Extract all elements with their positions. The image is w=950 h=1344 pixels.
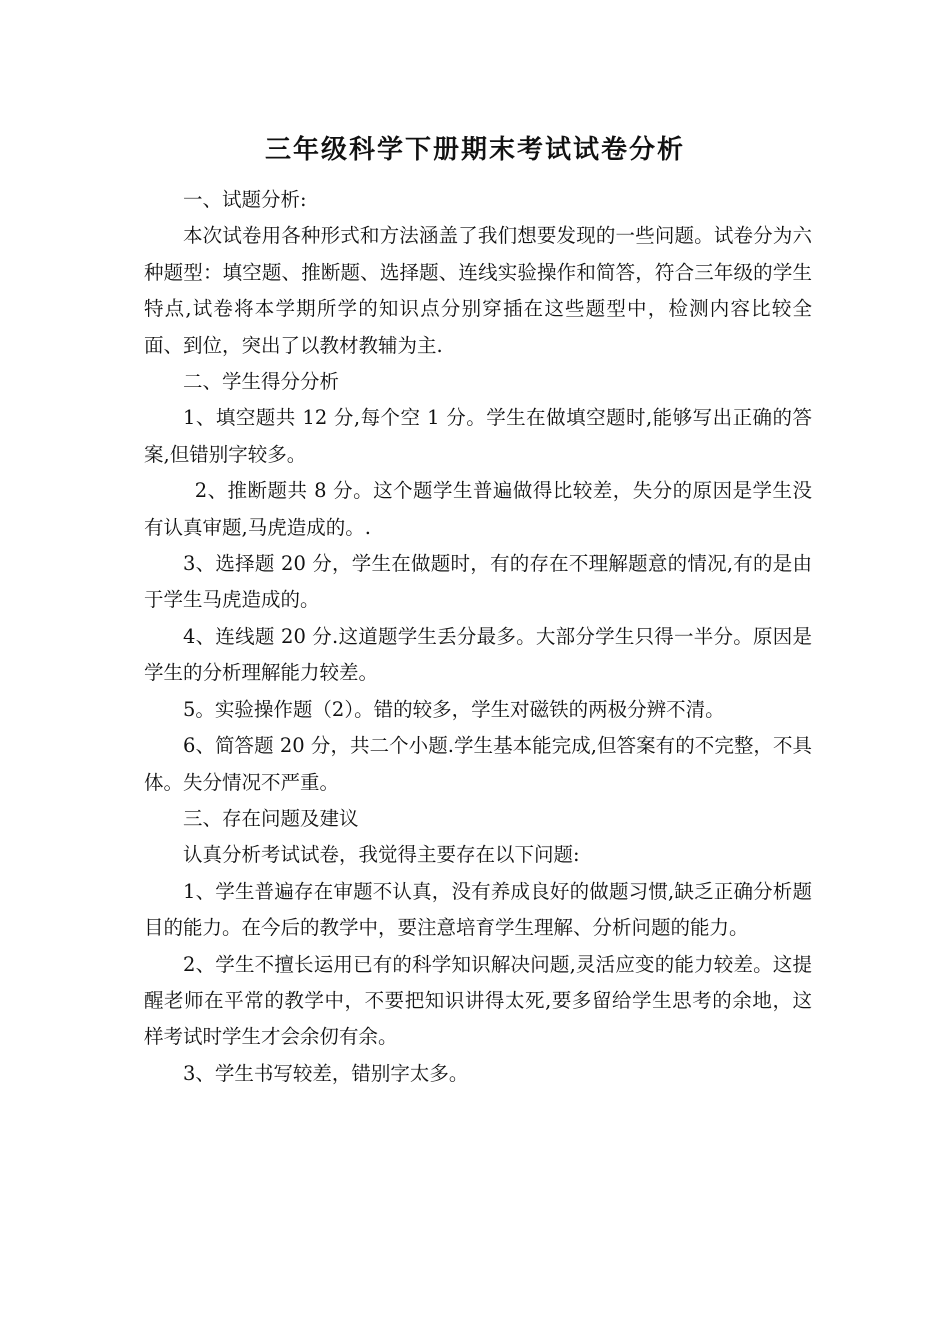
paragraph-short-answer: 6、简答题 20 分，共二个小题.学生基本能完成,但答案有的不完整，不具体。失分情况不严重。 (144, 734, 812, 794)
paragraph-inference: 2、推断题共 8 分。这个题学生普遍做得比较差，失分的原因是学生没有认真审题,马虎造成的。. (144, 479, 812, 539)
section-heading-scores: 二、学生得分分析 (183, 370, 340, 394)
paragraph-problem-1: 1、学生普遍存在审题不认真，没有养成良好的做题习惯,缺乏正确分析题目的能力。在今后的教学中，要注意培育学生理解、分析问题的能力。 (144, 879, 812, 940)
document-body (144, 182, 812, 1092)
paragraph-fill-blank: 1、填空题共 12 分,每个空 1 分。学生在做填空题时,能够写出正确的答案,但错别字较多。 (144, 406, 812, 466)
paragraph-problem-2: 2、学生不擅长运用已有的科学知识解决问题,灵活应变的能力较差。这提醒老师在平常的教学中，不要把知识讲得太死,要多留给学生思考的余地，这样考试时学生才会余仞有余。 (144, 952, 812, 1049)
paragraph-intro: 本次试卷用各种形式和方法涵盖了我们想要发现的一些问题。试卷分为六种题型：填空题、推断题、选择题、连线实验操作和简答，符合三年级的学生特点,试卷将本学期所学的知识点分别穿插在这些题型中，检测内容比较全面、到位，突出了以教材教辅为主. (144, 224, 812, 357)
paragraph-problem-3: 3、学生书写较差，错别字太多。 (183, 1061, 469, 1085)
paragraph-matching: 4、连线题 20 分.这道题学生丢分最多。大部分学生只得一半分。原因是学生的分析理解能力较差。 (144, 624, 812, 685)
section-heading-problems: 三、存在问题及建议 (183, 806, 359, 830)
paragraph-problems-intro: 认真分析考试试卷，我觉得主要存在以下问题: (183, 843, 580, 867)
section-heading-analysis: 一、试题分析: (183, 188, 307, 211)
document-title: 三年级科学下册期末考试试卷分析 (264, 135, 685, 165)
paragraph-choice: 3、选择题 20 分，学生在做题时，有的存在不理解题意的情况,有的是由于学生马虎造成的。 (144, 552, 812, 612)
paragraph-experiment: 5。实验操作题（2）。错的较多，学生对磁铁的两极分辨不清。 (183, 697, 725, 721)
